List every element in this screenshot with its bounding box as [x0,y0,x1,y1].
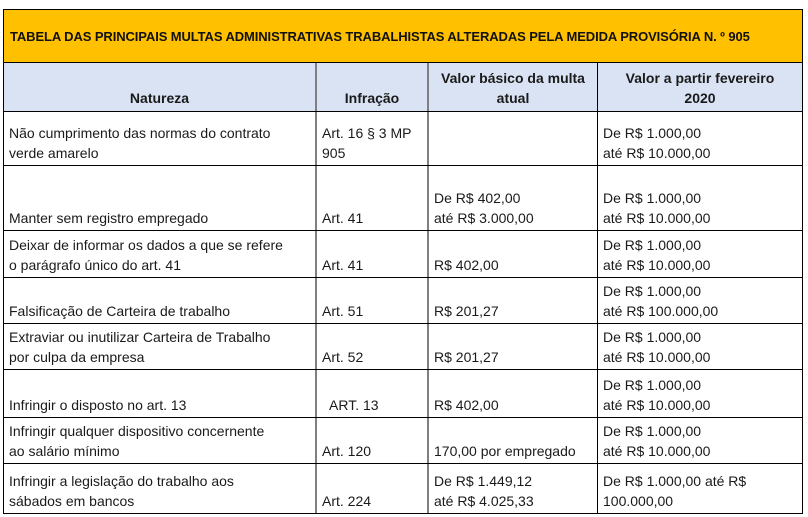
cell-valor-novo: De R$ 1.000,00 até R$ 10.000,00 [597,112,802,165]
cell-infracao: Art. 224 [315,464,427,513]
cell-valor-atual: De R$ 1.449,12 até R$ 4.025,33 [427,464,597,513]
table-row [4,166,802,231]
cell-natureza: Manter sem registro empregado [9,210,209,226]
cell-infracao: Art. 41 [315,231,427,277]
header-infracao: Infração [315,63,427,111]
cell-valor-atual [427,112,597,165]
cell-natureza: Infringir o disposto no art. 13 [9,397,187,413]
fines-table [3,9,803,514]
cell-valor-novo: De R$ 1.000,00 até R$ 10.000,00 [597,370,802,417]
cell-natureza: Infringir qualquer dispositivo concernente ao salário mínimo [9,423,265,459]
header-row [4,63,802,112]
table-row [4,231,802,278]
cell-infracao: Art. 16 § 3 MP 905 [315,112,427,165]
cell-valor-atual: R$ 201,27 [427,324,597,369]
cell-infracao: Art. 41 [315,166,427,230]
cell-infracao: ART. 13 [315,370,427,417]
cell-valor-atual: 170,00 por empregado [427,418,597,463]
table-row [4,370,802,418]
cell-valor-novo: De R$ 1.000,00 até R$ 100.000,00 [597,464,802,513]
cell-valor-atual: De R$ 402,00 até R$ 3.000,00 [427,166,597,230]
cell-valor-atual: R$ 201,27 [427,278,597,323]
cell-valor-atual: R$ 402,00 [427,231,597,277]
cell-valor-novo: De R$ 1.000,00 até R$ 10.000,00 [597,166,802,230]
cell-natureza: Deixar de informar os dados a que se refere o parágrafo único do art. 41 [9,237,283,273]
cell-valor-novo: De R$ 1.000,00 até R$ 10.000,00 [597,418,802,463]
cell-infracao: Art. 51 [315,278,427,323]
table-row [4,464,802,513]
table-title: TABELA DAS PRINCIPAIS MULTAS ADMINISTRATIVAS TRABALHISTAS ALTERADAS PELA MEDIDA PROVISÓRIA N. º 905 [4,10,802,63]
table-row [4,324,802,370]
cell-natureza: Falsificação de Carteira de trabalho [9,303,231,319]
cell-infracao: Art. 120 [315,418,427,463]
table-row [4,278,802,324]
cell-natureza: Extraviar ou inutilizar Carteira de Trabalho por culpa da empresa [9,329,271,365]
cell-valor-atual: R$ 402,00 [427,370,597,417]
header-valor-atual: Valor básico da multa atual [427,63,597,111]
cell-infracao: Art. 52 [315,324,427,369]
header-natureza: Natureza [129,90,190,106]
table-row [4,418,802,464]
table-row [4,112,802,166]
cell-natureza: Não cumprimento das normas do contrato verde amarelo [9,125,271,161]
cell-valor-novo: De R$ 1.000,00 até R$ 100.000,00 [597,278,802,323]
header-valor-novo: Valor a partir fevereiro 2020 [597,63,802,111]
cell-valor-novo: De R$ 1.000,00 até R$ 10.000,00 [597,231,802,277]
cell-valor-novo: De R$ 1.000,00 até R$ 10.000,00 [597,324,802,369]
cell-natureza: Infringir a legislação do trabalho aos sábados em bancos [9,473,234,509]
